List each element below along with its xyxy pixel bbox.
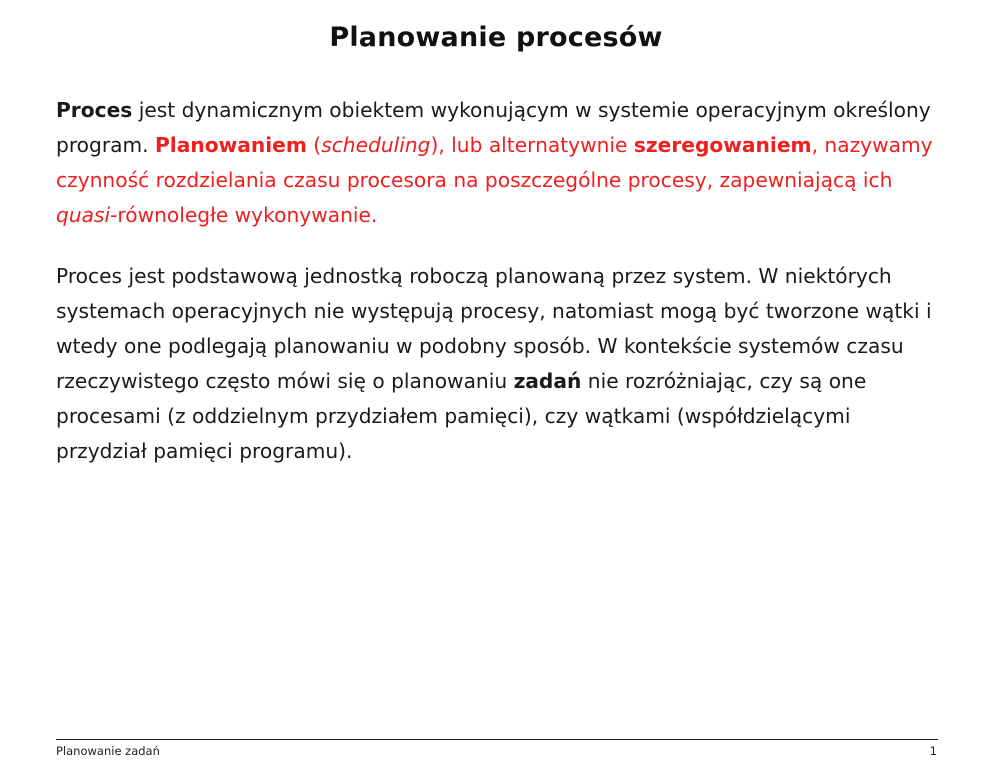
definition-paragraph (56, 93, 942, 233)
term-szeregowaniem: szeregowaniem (633, 133, 812, 157)
paragraph2-text-b: nie rozróżniając, czy są one procesami (z oddzielnym przydziałem pamięci), czy wątkami (współdzielącymi przydział pamięci programu). (56, 369, 867, 463)
term-proces: Proces (56, 98, 133, 122)
paragraph1-text-b: ( (306, 133, 322, 157)
explanation-paragraph (56, 259, 942, 469)
term-quasi: quasi (56, 203, 111, 227)
paragraph1-text-d: , nazywamy czynność rozdzielania czasu procesora na poszczególne procesy, zapewniającą ich (56, 133, 933, 192)
footer-divider (56, 739, 938, 740)
footer-title: Planowanie zadań (56, 744, 160, 758)
term-planowaniem: Planowaniem (155, 133, 307, 157)
paragraph1-text-a: jest dynamicznym obiektem wykonującym w systemie operacyjnym określony program. (56, 98, 931, 157)
page-number: 1 (929, 744, 937, 758)
paragraph2-text-a: Proces jest podstawową jednostką roboczą planowaną przez system. W niektórych systemach operacyjnych nie występują procesy, natomiast mogą być tworzone wątki i wtedy one podlegają planowaniu w podobny sposób. W kontekście systemów czasu rzeczywistego często mówi się o planowaniu (56, 264, 932, 393)
term-zadan: zadań (513, 369, 582, 393)
slide-title: Planowanie procesów (329, 22, 663, 53)
term-scheduling: scheduling (321, 133, 431, 157)
paragraph1-text-c: ), lub alternatywnie (430, 133, 634, 157)
paragraph1-text-e: -równoległe wykonywanie. (110, 203, 378, 227)
